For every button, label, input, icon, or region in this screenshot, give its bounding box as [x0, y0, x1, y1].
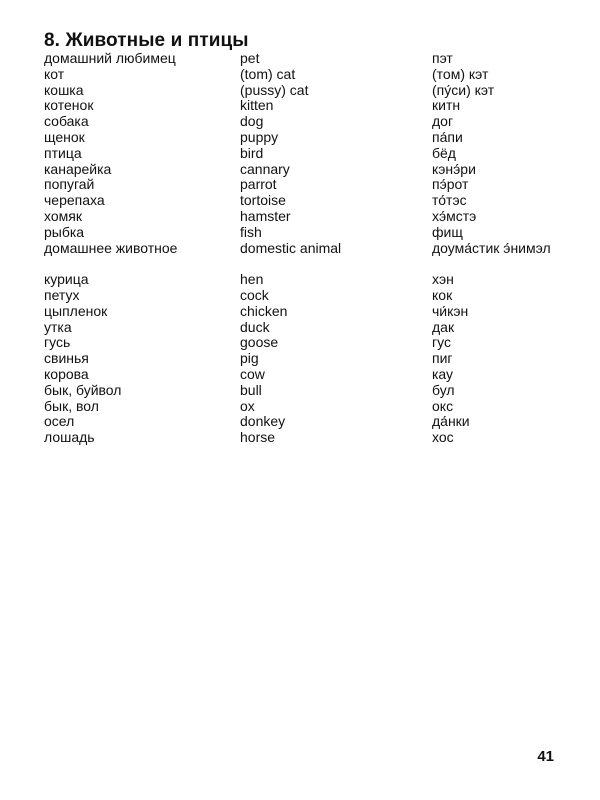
english-word: cow: [240, 365, 265, 382]
transcription: хэ́мстэ: [432, 207, 477, 224]
english-word: pet: [240, 50, 260, 66]
russian-word: домашний любимец: [44, 50, 176, 66]
english-word: parrot: [240, 176, 277, 193]
vocab-row: [44, 351, 564, 367]
vocab-row: [44, 272, 564, 288]
transcription: кэнэ́ри: [432, 160, 476, 177]
vocabulary-page: [44, 30, 564, 446]
english-word: goose: [240, 334, 279, 351]
english-word: hamster: [240, 207, 291, 224]
section-title-text: Животные и птицы: [65, 30, 249, 51]
transcription: да́нки: [432, 413, 470, 430]
english-word: dog: [240, 113, 264, 130]
vocab-row: [44, 320, 564, 336]
russian-word: рыбка: [44, 223, 85, 240]
russian-word: канарейка: [44, 160, 112, 177]
russian-word: кот: [44, 65, 65, 82]
transcription: бул: [432, 381, 455, 398]
vocab-row: [44, 146, 564, 162]
transcription: доума́стик э́нимэл: [432, 239, 551, 256]
transcription: кок: [432, 286, 453, 303]
transcription: па́пи: [432, 128, 463, 145]
vocab-row: [44, 162, 564, 178]
vocab-row: [44, 225, 564, 241]
transcription: (пу́си) кэт: [432, 81, 495, 98]
transcription: фищ: [432, 223, 463, 240]
vocab-row: [44, 51, 564, 67]
russian-word: хомяк: [44, 207, 82, 224]
english-word: pig: [240, 350, 259, 367]
russian-word: котенок: [44, 97, 94, 114]
english-word: domestic animal: [240, 239, 342, 256]
vocab-row: [44, 209, 564, 225]
russian-word: свинья: [44, 350, 89, 367]
russian-word: утка: [44, 318, 72, 335]
page-number: 41: [537, 748, 554, 765]
transcription: окс: [432, 397, 454, 414]
english-word: (tom) cat: [240, 65, 296, 82]
vocab-row: [44, 98, 564, 114]
english-word: tortoise: [240, 192, 286, 209]
russian-word: бык, вол: [44, 397, 99, 414]
vocab-row: [44, 367, 564, 383]
english-word: cannary: [240, 160, 290, 177]
transcription: пиг: [432, 350, 453, 367]
russian-word: лошадь: [44, 429, 95, 446]
transcription: китн: [432, 97, 461, 114]
transcription: гус: [432, 334, 451, 351]
transcription: пэт: [432, 50, 453, 66]
russian-word: птица: [44, 144, 82, 161]
vocab-row: [44, 399, 564, 415]
english-word: ox: [240, 397, 255, 414]
section-number: 8.: [44, 30, 61, 51]
english-word: bull: [240, 381, 262, 398]
vocab-row: [44, 335, 564, 351]
vocab-row: [44, 83, 564, 99]
english-word: puppy: [240, 128, 279, 145]
english-word: cock: [240, 286, 269, 303]
vocab-row: [44, 414, 564, 430]
transcription: дог: [432, 113, 454, 130]
russian-word: осел: [44, 413, 75, 430]
russian-word: черепаха: [44, 192, 105, 209]
transcription: (том) кэт: [432, 65, 489, 82]
transcription: пэ́рот: [432, 176, 469, 193]
transcription: хос: [432, 429, 454, 446]
vocab-row: [44, 193, 564, 209]
english-word: horse: [240, 429, 276, 446]
russian-word: попугай: [44, 176, 95, 193]
transcription: то́тэс: [432, 192, 467, 209]
transcription: дак: [432, 318, 455, 335]
english-word: chicken: [240, 302, 288, 319]
russian-word: курица: [44, 271, 89, 288]
russian-word: корова: [44, 365, 89, 382]
english-word: fish: [240, 223, 262, 240]
vocab-row: [44, 288, 564, 304]
transcription: хэн: [432, 271, 454, 288]
russian-word: цыпленок: [44, 302, 108, 319]
russian-word: петух: [44, 286, 80, 303]
vocab-row: [44, 67, 564, 83]
english-word: kitten: [240, 97, 274, 114]
transcription: чи́кэн: [432, 302, 469, 319]
english-word: bird: [240, 144, 264, 161]
vocab-row: [44, 114, 564, 130]
vocab-row: [44, 177, 564, 193]
english-word: duck: [240, 318, 270, 335]
russian-word: собака: [44, 113, 89, 130]
vocab-row: [44, 430, 564, 446]
vocab-row: [44, 304, 564, 320]
vocab-row: [44, 383, 564, 399]
vocabulary-list: [44, 51, 564, 446]
russian-word: кошка: [44, 81, 84, 98]
vocab-row: [44, 241, 564, 257]
transcription: кау: [432, 365, 454, 382]
section-title: [44, 30, 564, 52]
russian-word: гусь: [44, 334, 71, 351]
russian-word: щенок: [44, 128, 85, 145]
russian-word: бык, буйвол: [44, 381, 122, 398]
english-word: donkey: [240, 413, 286, 430]
russian-word: домашнее животное: [44, 239, 178, 256]
transcription: бёд: [432, 144, 456, 161]
english-word: hen: [240, 271, 264, 288]
english-word: (pussy) cat: [240, 81, 309, 98]
vocab-row: [44, 130, 564, 146]
